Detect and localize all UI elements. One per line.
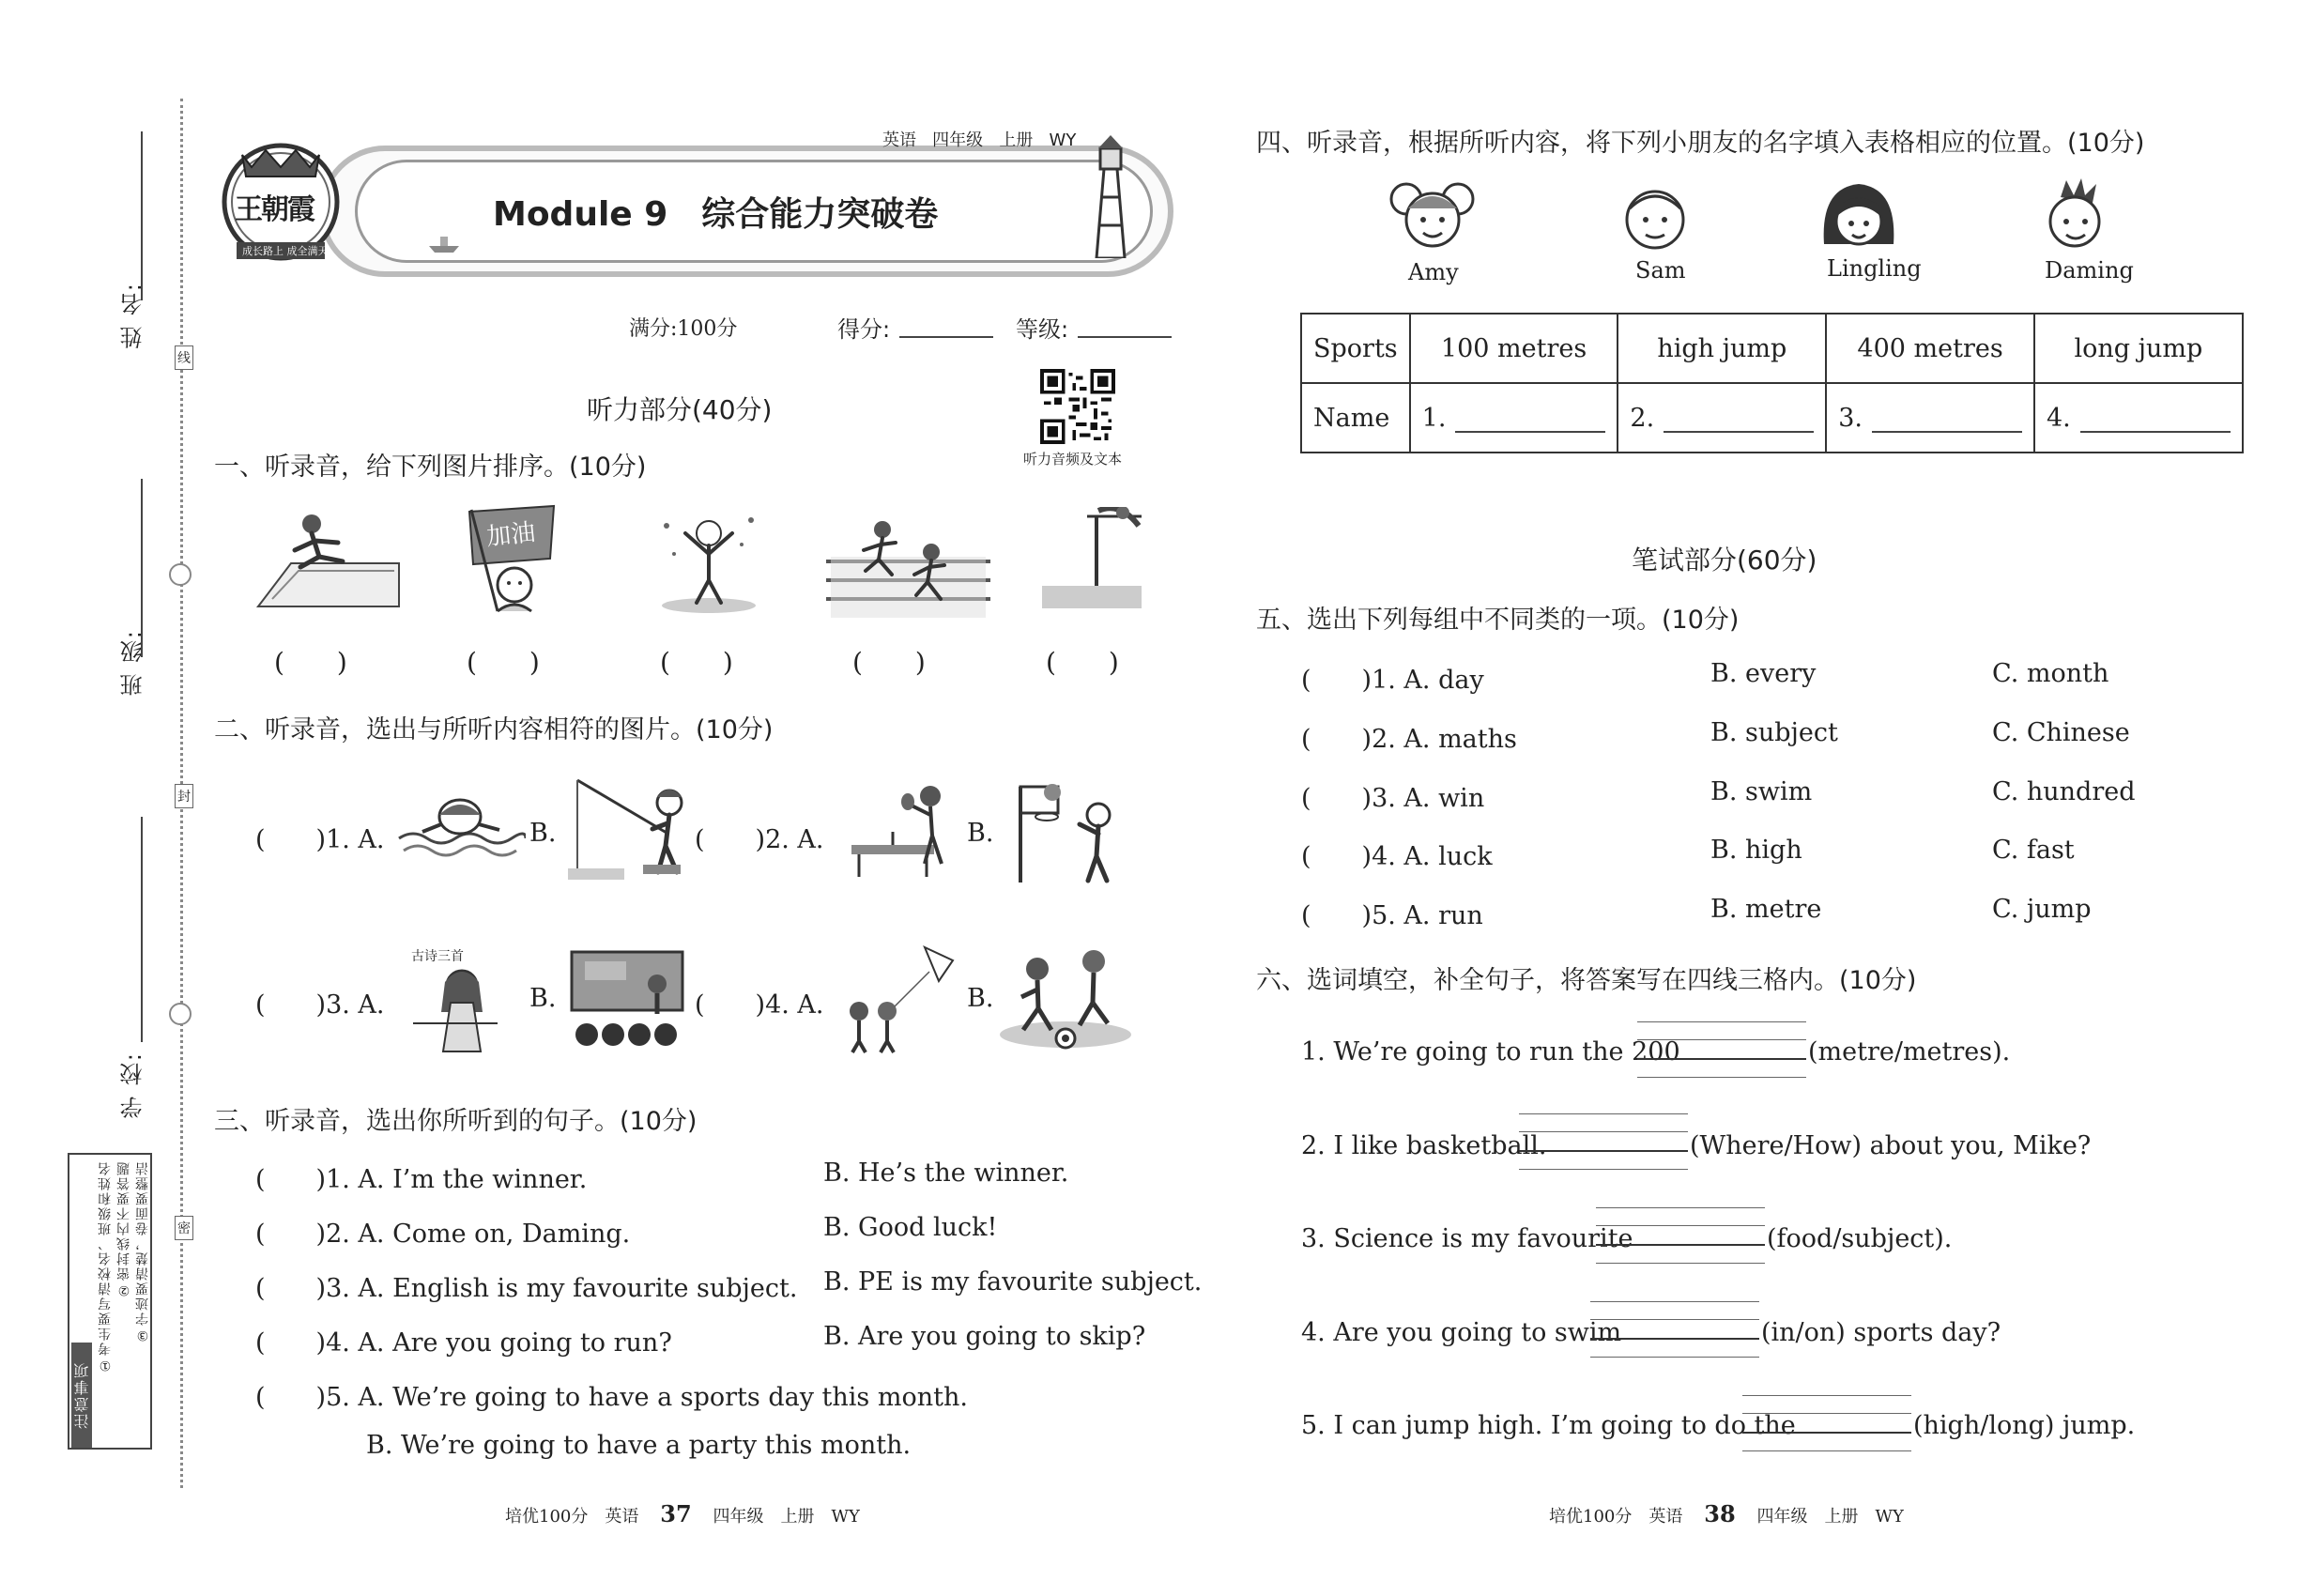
table-header-400m: 400 metres [1826,314,2034,383]
name-field[interactable] [141,131,143,300]
section-3-title: 三、听录音，选出你所听到的句子。(10分) [214,1107,698,1136]
class-field[interactable] [141,479,143,657]
header-meta [882,127,1076,151]
s3-q2-a[interactable]: ( )2. A. Come on, Daming. [255,1220,631,1249]
header-grade: 四年级 [932,130,984,150]
s6-q2-pre: 2. I like basketball. [1301,1131,1547,1160]
footer-left-pre: 培优100分 英语 [505,1507,639,1527]
s5-q2-c: C. Chinese [1992,718,2130,747]
grid-line [1590,1319,1759,1320]
section-6-title: 六、选词填空，补全句子，将答案写在四线三格内。(10分) [1256,966,1917,995]
answer-4-num: 4. [2046,403,2071,433]
s5-q2-b: B. subject [1710,718,1838,747]
footer-right [1549,1500,1904,1527]
s6-q1-pre: 1. We’re going to run the 200 [1301,1037,1680,1067]
s6-q4-post: (in/on) sports day? [1761,1318,2001,1347]
picture-table-tennis [850,779,953,882]
s2-q4[interactable]: ( )4. A. [695,990,824,1020]
grid-line [1637,1039,1806,1040]
sports-table [1300,313,2244,453]
section-4-title: 四、听录音，根据所听内容，将下列小朋友的名字填入表格相应的位置。(10分) [1256,129,2145,158]
s3-q2-b[interactable]: B. Good luck! [823,1213,998,1242]
kid-name-amy: Amy [1408,259,1459,285]
kid-lingling-face [1817,178,1901,257]
page-number-right: 38 [1704,1500,1736,1527]
order-1[interactable]: ( ) [274,647,347,678]
s5-q5-c: C. jump [1992,895,2092,924]
grid-line [1596,1244,1765,1246]
score-field[interactable] [899,336,993,338]
s3-q5-b[interactable]: B. We’re going to have a party this month. [366,1431,912,1460]
s3-q3-b[interactable]: B. PE is my favourite subject. [823,1267,1203,1297]
s2-b2[interactable]: B. [967,819,994,848]
s5-q1-c: C. month [1992,659,2109,688]
grid-line [1742,1432,1911,1434]
s5-q4-c: C. fast [1992,836,2075,865]
s6-q1-post: (metre/metres). [1808,1037,2011,1067]
seal-mark-3: 密 [175,1216,193,1240]
flag-text: 加油 [484,518,537,552]
s3-q4-b[interactable]: B. Are you going to skip? [823,1322,1146,1351]
seal-mark-2: 封 [175,784,193,808]
seal-mark-1: 线 [175,345,193,370]
answer-1-num: 1. [1421,403,1447,433]
grid-line [1596,1225,1765,1226]
s6-q2-grid[interactable] [1519,1113,1688,1170]
s6-q5-post: (high/long) jump. [1913,1411,2136,1440]
page-title: Module 9 综合能力突破卷 [493,195,939,234]
footer-left [505,1500,860,1527]
page-number-left: 37 [660,1500,692,1527]
grid-line [1590,1338,1759,1340]
kid-daming-face [2032,178,2117,257]
answer-2-num: 2. [1630,403,1655,433]
s6-q2-post: (Where/How) about you, Mike? [1690,1131,2092,1160]
s2-q1[interactable]: ( )1. A. [255,825,385,854]
s6-q4-pre: 4. Are you going to swim [1301,1318,1622,1347]
table-answer-4[interactable] [2034,383,2243,453]
picture-long-jump [253,505,404,612]
table-answer-1[interactable] [1410,383,1618,453]
answer-2-blank[interactable] [1664,412,1814,433]
brand-name: 王朝霞 [235,193,314,226]
picture-basketball [1009,779,1127,888]
brand-slogan: 成长路上 成全满天 [242,245,329,257]
footer-left-post: 四年级 上册 WY [713,1507,860,1527]
picture-kite-children [836,944,958,1058]
school-label: 学 校: [120,1051,146,1119]
class-label: 班 级: [120,629,146,697]
picture-swimming [394,787,526,866]
picture-classroom [568,948,685,1057]
table-header-100m: 100 metres [1410,314,1618,383]
grid-line [1637,1058,1806,1060]
section-1-title: 一、听录音，给下列图片排序。(10分) [214,453,647,482]
s6-q5-pre: 5. I can jump high. I’m going to do the [1301,1411,1796,1440]
s5-q1-a[interactable]: ( )1. A. day [1301,666,1484,695]
writing-title: 笔试部分(60分) [1632,545,1817,575]
boat-icon [427,233,461,257]
order-4[interactable]: ( ) [852,647,926,678]
header-edition: WY [1049,130,1077,150]
notice-1: ①考生要写清校名、班级和姓名 [98,1160,113,1373]
s5-q4-a[interactable]: ( )4. A. luck [1301,842,1493,871]
answer-3-blank[interactable] [1872,412,2022,433]
s2-b3[interactable]: B. [529,984,557,1013]
score-label: 得分: [837,316,891,343]
s5-q3-a[interactable]: ( )3. A. win [1301,784,1485,813]
s5-q5-b: B. metre [1710,895,1822,924]
answer-3-num: 3. [1838,403,1863,433]
order-3[interactable]: ( ) [660,647,733,678]
footer-right-pre: 培优100分 英语 [1549,1507,1683,1527]
s3-q1-b[interactable]: B. He’s the winner. [823,1159,1069,1188]
s5-q3-c: C. hundred [1992,777,2136,806]
lighthouse-icon [1087,131,1134,262]
table-name-label: Name [1301,383,1410,453]
name-label: 姓 名: [120,282,146,349]
notice-2: ②密封线内不要答题 [116,1160,131,1297]
kid-sam-face [1613,180,1697,259]
section-2-title: 二、听录音，选出与所听内容相符的图片。(10分) [214,715,774,744]
grid-line [1742,1413,1911,1414]
level-field[interactable] [1078,336,1172,338]
picture-football [995,941,1136,1055]
hole-1 [169,563,192,586]
notice-3: ③字迹要清楚，卷面要整洁 [135,1160,150,1343]
s5-q5-a[interactable]: ( )5. A. run [1301,901,1483,930]
qr-code[interactable] [1040,369,1115,448]
table-answer-2[interactable] [1618,383,1826,453]
notice-title: 注意事项 [71,1343,92,1448]
kid-amy-face [1388,178,1477,257]
s6-q3-pre: 3. Science is my favourite [1301,1224,1633,1253]
s3-q5-a[interactable]: ( )5. A. We’re going to have a sports day this month. [255,1383,968,1412]
order-5[interactable]: ( ) [1046,647,1119,678]
answer-1-blank[interactable] [1455,412,1605,433]
s5-q4-b: B. high [1710,836,1802,865]
hole-2 [169,1003,192,1025]
picture-winner [648,507,770,619]
s6-q3-post: (food/subject). [1767,1224,1953,1253]
grid-line [1519,1131,1688,1132]
notice-box [68,1153,152,1450]
s5-q3-b: B. swim [1710,777,1813,806]
s3-q4-a[interactable]: ( )4. A. Are you going to run? [255,1328,672,1358]
answer-4-blank[interactable] [2080,412,2231,433]
header-subject: 英语 [882,130,916,150]
header-term: 上册 [999,130,1034,150]
picture-cheer-flag [460,502,573,617]
listening-title: 听力部分(40分) [587,394,773,425]
s2-b4[interactable]: B. [967,984,994,1013]
full-score: 满分:100分 [629,317,738,341]
table-header-highjump: high jump [1618,314,1826,383]
s3-q1-a[interactable]: ( )1. A. I’m the winner. [255,1165,588,1194]
picture-fishing [568,775,695,883]
level-label: 等级: [1016,316,1069,343]
grid-line [1519,1150,1688,1152]
s6-q1-grid[interactable] [1637,1021,1806,1078]
s6-q5-grid[interactable] [1742,1395,1911,1451]
s5-q2-a[interactable]: ( )2. A. maths [1301,725,1517,754]
school-field[interactable] [141,817,143,1042]
kid-name-sam: Sam [1635,257,1686,284]
qr-caption: 听力音频及文本 [1023,451,1123,468]
picture-poem-teacher [394,946,512,1058]
s3-q3-a[interactable]: ( )3. A. English is my favourite subject. [255,1274,798,1303]
picture-running-race [826,514,990,623]
s2-q2[interactable]: ( )2. A. [695,825,824,854]
table-header-sports: Sports [1301,314,1410,383]
table-header-longjump: long jump [2034,314,2243,383]
brand-logo [214,131,347,265]
kid-name-lingling: Lingling [1827,255,1922,282]
picture-high-jump [1040,507,1143,614]
s6-q4-grid[interactable] [1590,1301,1759,1358]
s6-q3-grid[interactable] [1596,1207,1765,1264]
footer-right-post: 四年级 上册 WY [1756,1507,1904,1527]
table-answer-3[interactable] [1826,383,2034,453]
section-5-title: 五、选出下列每组中不同类的一项。(10分) [1256,606,1740,635]
kid-name-daming: Daming [2045,257,2134,284]
s2-b1[interactable]: B. [529,819,557,848]
table-row [1301,383,2243,453]
poem-label: 古诗三首 [411,949,464,964]
s5-q1-b: B. every [1710,659,1817,688]
table-row [1301,314,2243,383]
order-2[interactable]: ( ) [467,647,540,678]
s2-q3[interactable]: ( )3. A. [255,990,385,1020]
